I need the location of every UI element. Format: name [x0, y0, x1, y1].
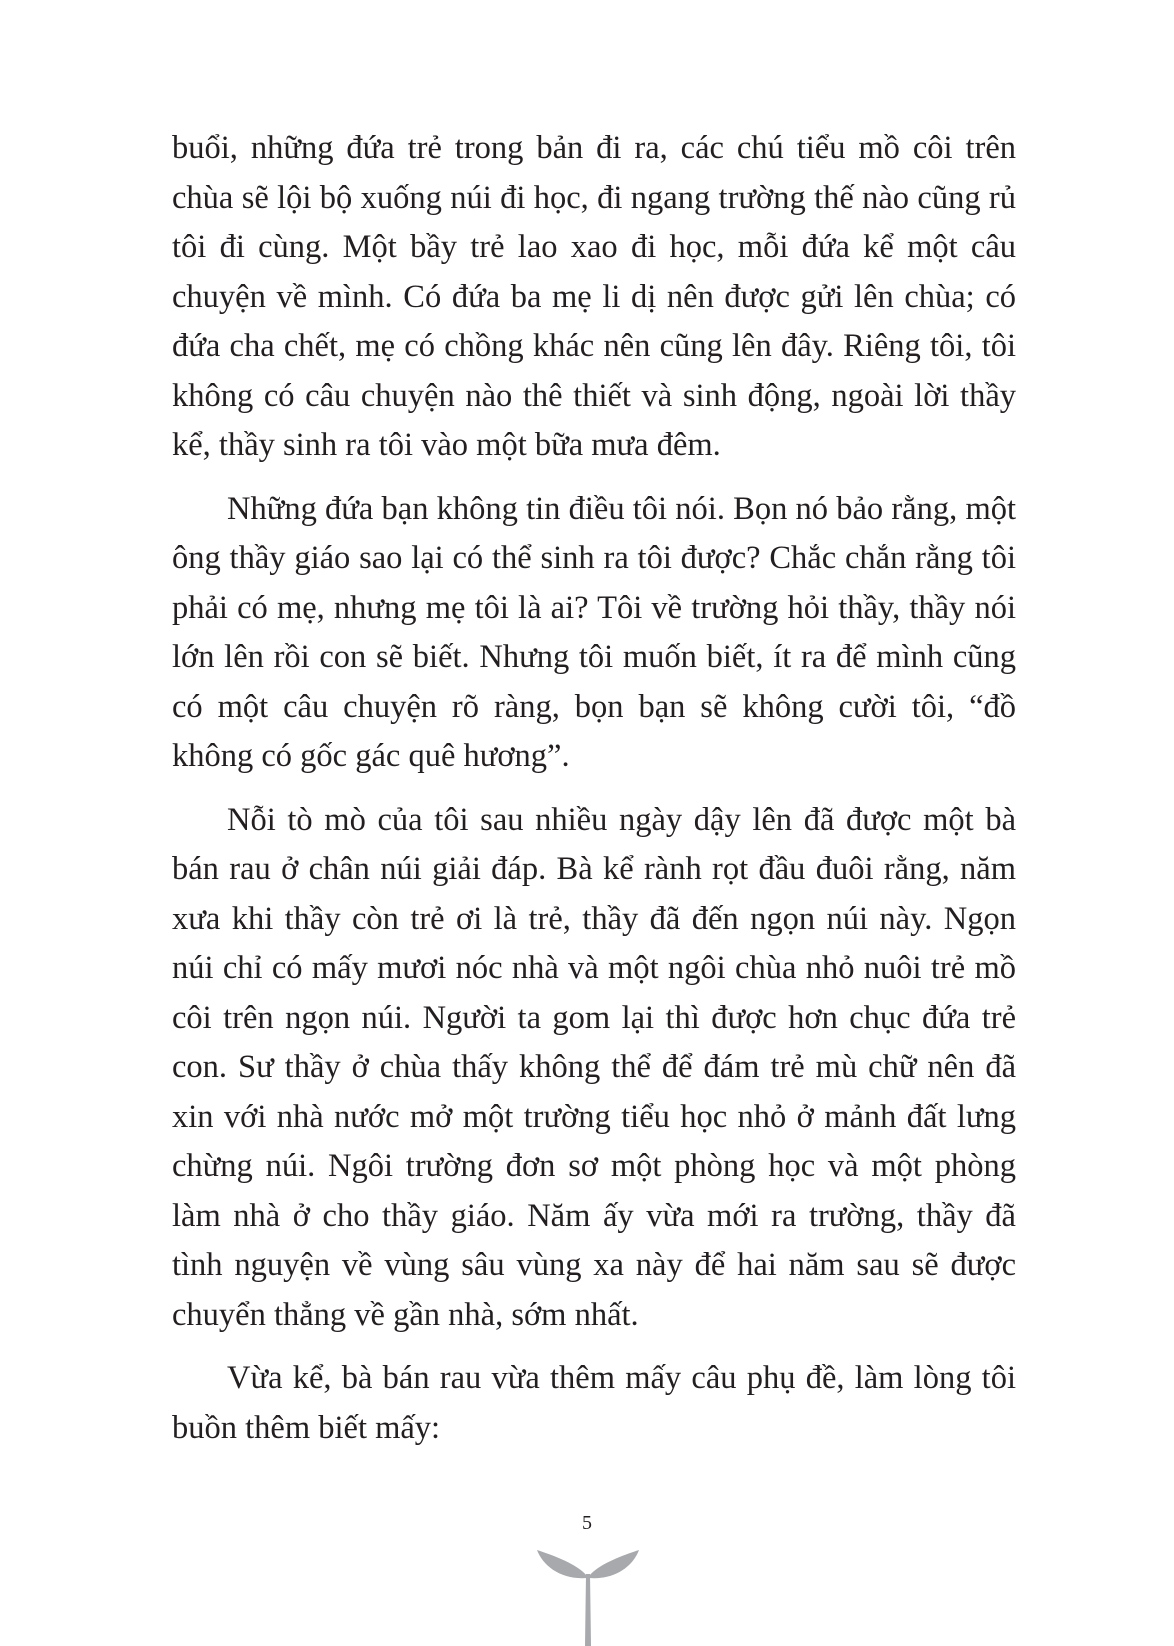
sprout-left-leaf: [537, 1550, 587, 1578]
page-number: 5: [582, 1512, 592, 1534]
paragraph-1: buổi, những đứa trẻ trong bản đi ra, các chú tiểu mồ côi trên chùa sẽ lội bộ xuống núi đi học, đi ngang trường thế nào cũng rủ tôi đi cùng. Một bầy trẻ lao xao đi học, mỗi đứa kể một câu chuyện về mình. Có đứa ba mẹ li dị nên được gửi lên chùa; có đứa cha chết, mẹ có chồng khác nên cũng lên đây. Riêng tôi, tôi không có câu chuyện nào thê thiết và sinh động, ngoài lời thầy kể, thầy sinh ra tôi vào một bữa mưa đêm.: [172, 130, 1016, 463]
page-body: [172, 124, 1016, 1467]
paragraph-2: Những đứa bạn không tin điều tôi nói. Bọn nó bảo rằng, một ông thầy giáo sao lại có thể sinh ra tôi được? Chắc chắn rằng tôi phải có mẹ, nhưng mẹ tôi là ai? Tôi về trường hỏi thầy, thầy nói lớn lên rồi con sẽ biết. Nhưng tôi muốn biết, ít ra để mình cũng có một câu chuyện rõ ràng, bọn bạn sẽ không cười tôi, “đồ không có gốc gác quê hương”.: [172, 490, 1016, 774]
sprout-icon: [537, 1544, 639, 1646]
sprout-right-leaf: [589, 1550, 639, 1578]
sprout-stem: [585, 1574, 591, 1646]
paragraph-3: Nỗi tò mò của tôi sau nhiều ngày dậy lên đã được một bà bán rau ở chân núi giải đáp. Bà kể rành rọt đầu đuôi rằng, năm xưa khi thầy còn trẻ ơi là trẻ, thầy đã đến ngọn núi này. Ngọn núi chỉ có mấy mươi nóc nhà và một ngôi chùa nhỏ nuôi trẻ mồ côi trên ngọn núi. Người ta gom lại thì được hơn chục đứa trẻ con. Sư thầy ở chùa thấy không thể để đám trẻ mù chữ nên đã xin với nhà nước mở một trường tiểu học nhỏ ở mảnh đất lưng chừng núi. Ngôi trường đơn sơ một phòng học và một phòng làm nhà ở cho thầy giáo. Năm ấy vừa mới ra trường, thầy đã tình nguyện về vùng sâu vùng xa này để hai năm sau sẽ được chuyển thẳng về gần nhà, sớm nhất.: [172, 801, 1016, 1333]
paragraph-4: Vừa kể, bà bán rau vừa thêm mấy câu phụ đề, làm lòng tôi buồn thêm biết mấy:: [172, 1360, 1016, 1446]
